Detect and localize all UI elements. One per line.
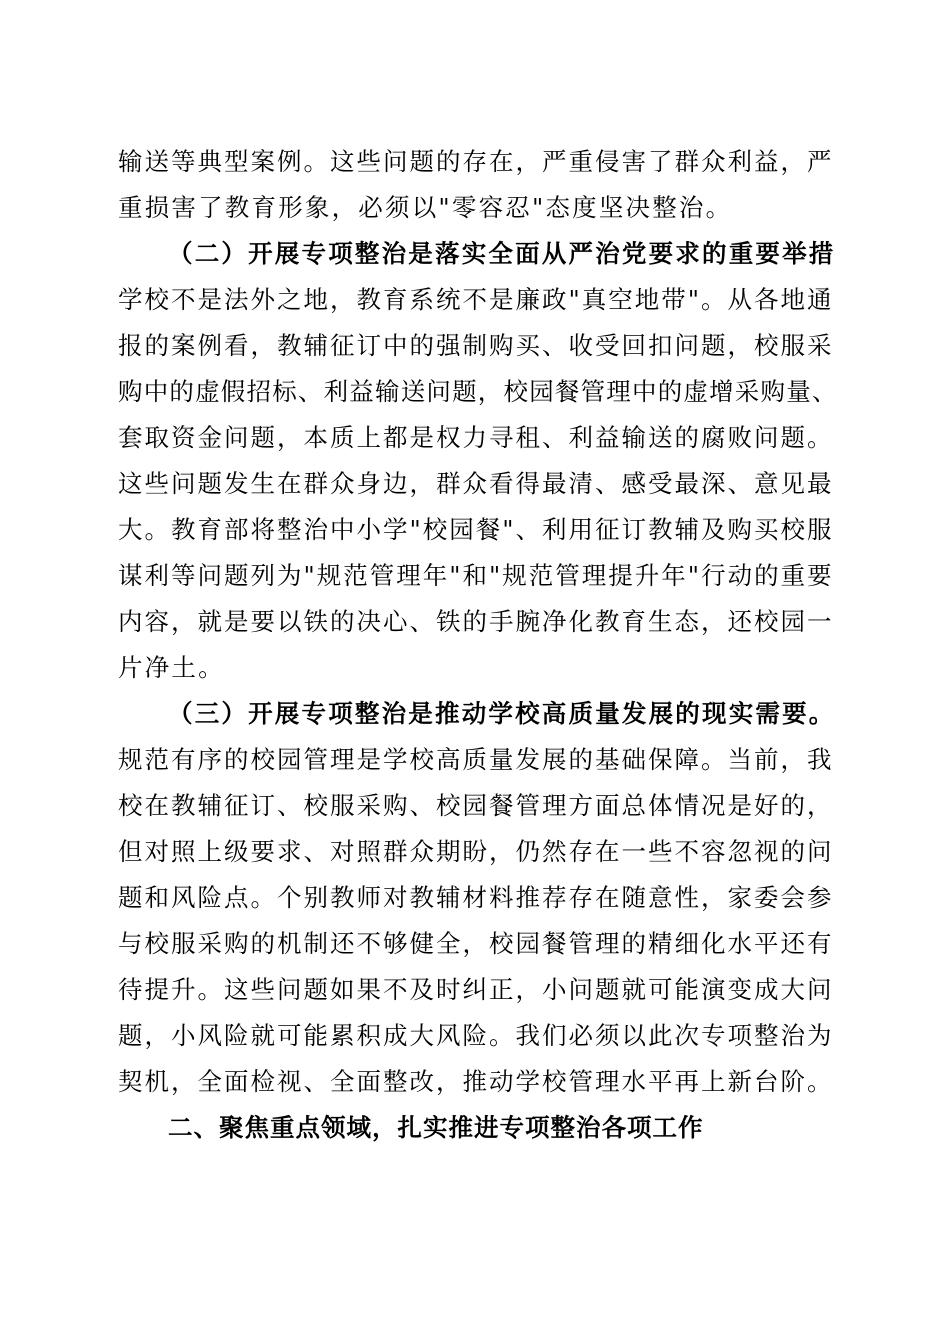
paragraph-line: 报的案例看，教辅征订中的强制购买、收受回扣问题，校服采 (118, 331, 834, 360)
section-heading-2: 二、聚焦重点领域，扎实推进专项整治各项工作 (168, 1113, 704, 1142)
paragraph-line: 校在教辅征订、校服采购、校园餐管理方面总体情况是好的， (118, 791, 834, 820)
paragraph-line: 学校不是法外之地，教育系统不是廉政"真空地带"。从各地通 (118, 285, 834, 314)
paragraph-line: 契机，全面检视、全面整改，推动学校管理水平再上新台阶。 (118, 1067, 834, 1096)
paragraph-line: 输送等典型案例。这些问题的存在，严重侵害了群众利益，严 (118, 147, 834, 176)
paragraph-line: 题，小风险就可能累积成大风险。我们必须以此次专项整治为 (118, 1021, 834, 1050)
paragraph-line: 待提升。这些问题如果不及时纠正，小问题就可能演变成大问 (118, 975, 834, 1004)
paragraph-line: 但对照上级要求、对照群众期盼，仍然存在一些不容忽视的问 (118, 837, 834, 866)
subheading-3: （三）开展专项整治是推动学校高质量发展的现实需要。 (168, 699, 836, 728)
paragraph-line: 规范有序的校园管理是学校高质量发展的基础保障。当前，我 (118, 745, 834, 774)
subheading-2: （二）开展专项整治是落实全面从严治党要求的重要举措 (168, 239, 836, 268)
paragraph-line: 题和风险点。个别教师对教辅材料推荐存在随意性，家委会参 (118, 883, 834, 912)
paragraph-line: 与校服采购的机制还不够健全，校园餐管理的精细化水平还有 (118, 929, 834, 958)
paragraph-line: 片净土。 (118, 653, 225, 682)
paragraph-line: 内容，就是要以铁的决心、铁的手腕净化教育生态，还校园一 (118, 607, 834, 636)
paragraph-line: 谋利等问题列为"规范管理年"和"规范管理提升年"行动的重要 (118, 561, 834, 590)
paragraph-line: 购中的虚假招标、利益输送问题，校园餐管理中的虚增采购量、 (118, 377, 838, 406)
paragraph-line: 这些问题发生在群众身边，群众看得最清、感受最深、意见最 (118, 469, 834, 498)
paragraph-line: 重损害了教育形象，必须以"零容忍"态度坚决整治。 (118, 193, 733, 222)
paragraph-line: 大。教育部将整治中小学"校园餐"、利用征订教辅及购买校服 (118, 515, 834, 544)
paragraph-line: 套取资金问题，本质上都是权力寻租、利益输送的腐败问题。 (118, 423, 834, 452)
